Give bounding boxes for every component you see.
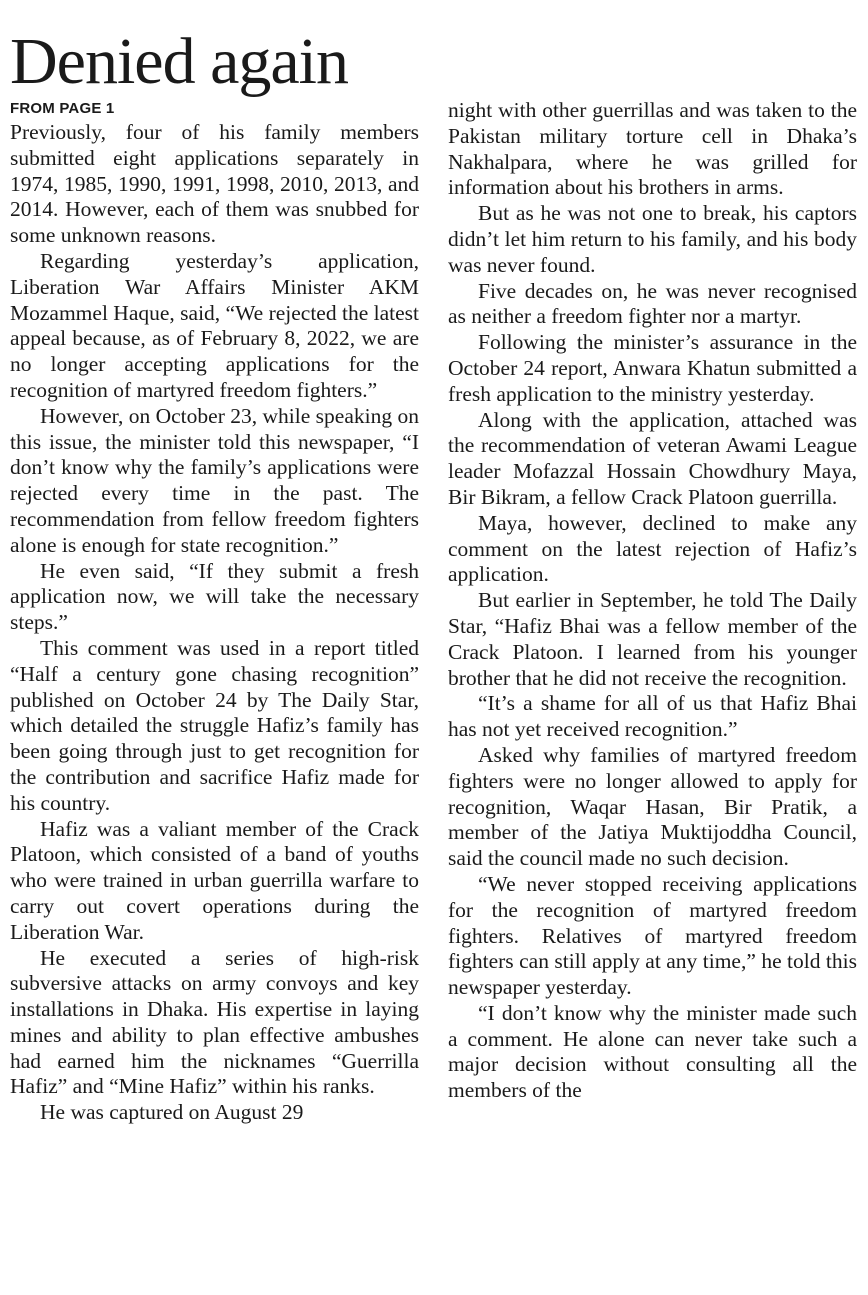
headline: Denied again	[10, 25, 349, 98]
paragraph: He executed a series of high-risk subversive attacks on army convoys and key installations in Dhaka. His expertise in laying mines and ability to plan effective ambushes had earned him the nicknames “Guerrilla Hafiz” and “Mine Hafiz” within his ranks.	[10, 945, 419, 1099]
paragraph: Along with the application, attached was the recommendation of veteran Awami League leader Mofazzal Hossain Chowdhury Maya, Bir Bikram, a fellow Crack Platoon guerrilla.	[448, 407, 857, 509]
paragraph: Previously, four of his family members submitted eight applications separately in 1974, 1985, 1990, 1991, 1998, 2010, 2013, and 2014. However, each of them was snubbed for some unknown reasons.	[10, 120, 419, 248]
paragraph: But earlier in September, he told The Daily Star, “Hafiz Bhai was a fellow member of the Crack Platoon. I learned from his younger brother that he did not receive the recognition.	[448, 588, 857, 690]
paragraph: Maya, however, declined to make any comment on the latest rejection of Hafiz’s application.	[448, 510, 857, 587]
paragraph: Five decades on, he was never recognised as neither a freedom fighter nor a martyr.	[448, 278, 857, 329]
paragraph: “It’s a shame for all of us that Hafiz Bhai has not yet received recognition.”	[448, 691, 857, 742]
paragraph: Hafiz was a valiant member of the Crack Platoon, which consisted of a band of youths who were trained in urban guerrilla warfare to carry out covert operations during the Liberation War.	[10, 816, 419, 944]
paragraph: “We never stopped receiving applications for the recognition of martyred freedom fighters. Relatives of martyred freedom fighters can still apply at any time,” he told this newspaper yesterday.	[448, 871, 857, 1000]
paragraph: “I don’t know why the minister made such a comment. He alone can never take such a major decision without consulting all the members of the	[448, 1000, 857, 1103]
paragraph: Regarding yesterday’s application, Liberation War Affairs Minister AKM Mozammel Haque, said, “We rejected the latest appeal because, as of February 8, 2022, we are no longer accepting applications for the recognition of martyred freedom fighters.”	[10, 248, 419, 402]
paragraph: He even said, “If they submit a fresh application now, we will take the necessary steps.”	[10, 558, 419, 635]
article-column-right	[448, 98, 857, 1104]
paragraph: night with other guerrillas and was taken to the Pakistan military torture cell in Dhaka’s Nakhalpara, where he was grilled for information about his brothers in arms.	[448, 98, 857, 200]
paragraph: Following the minister’s assurance in the October 24 report, Anwara Khatun submitted a fresh application to the ministry yesterday.	[448, 330, 857, 406]
continuation-kicker: FROM PAGE 1	[10, 100, 115, 117]
paragraph: This comment was used in a report titled “Half a century gone chasing recognition” published on October 24 by The Daily Star, which detailed the struggle Hafiz’s family has been going through just to get recognition for the contribution and sacrifice Hafiz made for his country.	[10, 635, 419, 815]
paragraph: But as he was not one to break, his captors didn’t let him return to his family, and his body was never found.	[448, 201, 857, 277]
paragraph: Asked why families of martyred freedom fighters were no longer allowed to apply for recognition, Waqar Hasan, Bir Pratik, a member of the Jatiya Muktijoddha Council, said the council made no such decision.	[448, 742, 857, 871]
paragraph: However, on October 23, while speaking on this issue, the minister told this newspaper, “I don’t know why the family’s applications were rejected every time in the past. The recommendation from fellow freedom fighters alone is enough for state recognition.”	[10, 403, 419, 557]
paragraph: He was captured on August 29	[40, 1100, 304, 1125]
article-column-left	[10, 98, 419, 1126]
